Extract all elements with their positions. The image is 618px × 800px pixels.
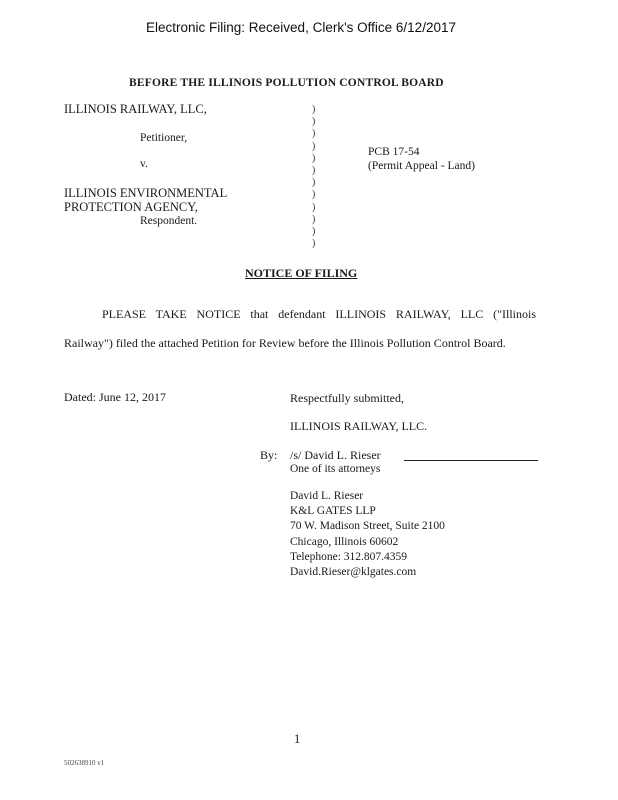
party-name: ILLINOIS RAILWAY, LLC.: [290, 419, 428, 433]
body-paragraph-line2: Railway") filed the attached Petition for Review before the Illinois Pollution Control Board.: [64, 336, 506, 350]
petitioner-role: Petitioner,: [140, 132, 188, 144]
electronic-filing-stamp: Electronic Filing: Received, Clerk's Office 6/12/2017: [146, 20, 456, 35]
versus-label: v.: [140, 158, 148, 170]
respondent-name-line2: PROTECTION AGENCY,: [64, 200, 198, 214]
by-label: By:: [260, 448, 278, 462]
closing-text: Respectfully submitted,: [290, 391, 404, 405]
signer-signature: /s/ David L. Rieser: [290, 448, 381, 462]
notice-heading: NOTICE OF FILING: [245, 266, 358, 280]
signer-role: One of its attorneys: [290, 463, 381, 475]
caption-parentheses: ) ) ) ) ) ) ) ) ) ) ) ): [312, 104, 316, 250]
body-paragraph-line1: PLEASE TAKE NOTICE that defendant ILLINOIS RAILWAY, LLC ("Illinois: [102, 307, 536, 321]
attorney-address-block: David L. Rieser K&L GATES LLP 70 W. Madison Street, Suite 2100 Chicago, Illinois 60602 Telephone: 312.807.4359 David.Rieser@klgates.com: [290, 490, 445, 579]
signature-line: [404, 460, 538, 461]
petitioner-name: ILLINOIS RAILWAY, LLC,: [64, 102, 207, 116]
case-type: (Permit Appeal - Land): [368, 160, 475, 172]
court-title: BEFORE THE ILLINOIS POLLUTION CONTROL BOARD: [129, 77, 444, 89]
dated-line: Dated: June 12, 2017: [64, 390, 166, 404]
case-number: PCB 17-54: [368, 146, 420, 158]
page-number: 1: [294, 732, 301, 746]
document-id: 502638910 v1: [64, 759, 105, 767]
respondent-role: Respondent.: [140, 215, 198, 227]
respondent-name-line1: ILLINOIS ENVIRONMENTAL: [64, 186, 228, 200]
